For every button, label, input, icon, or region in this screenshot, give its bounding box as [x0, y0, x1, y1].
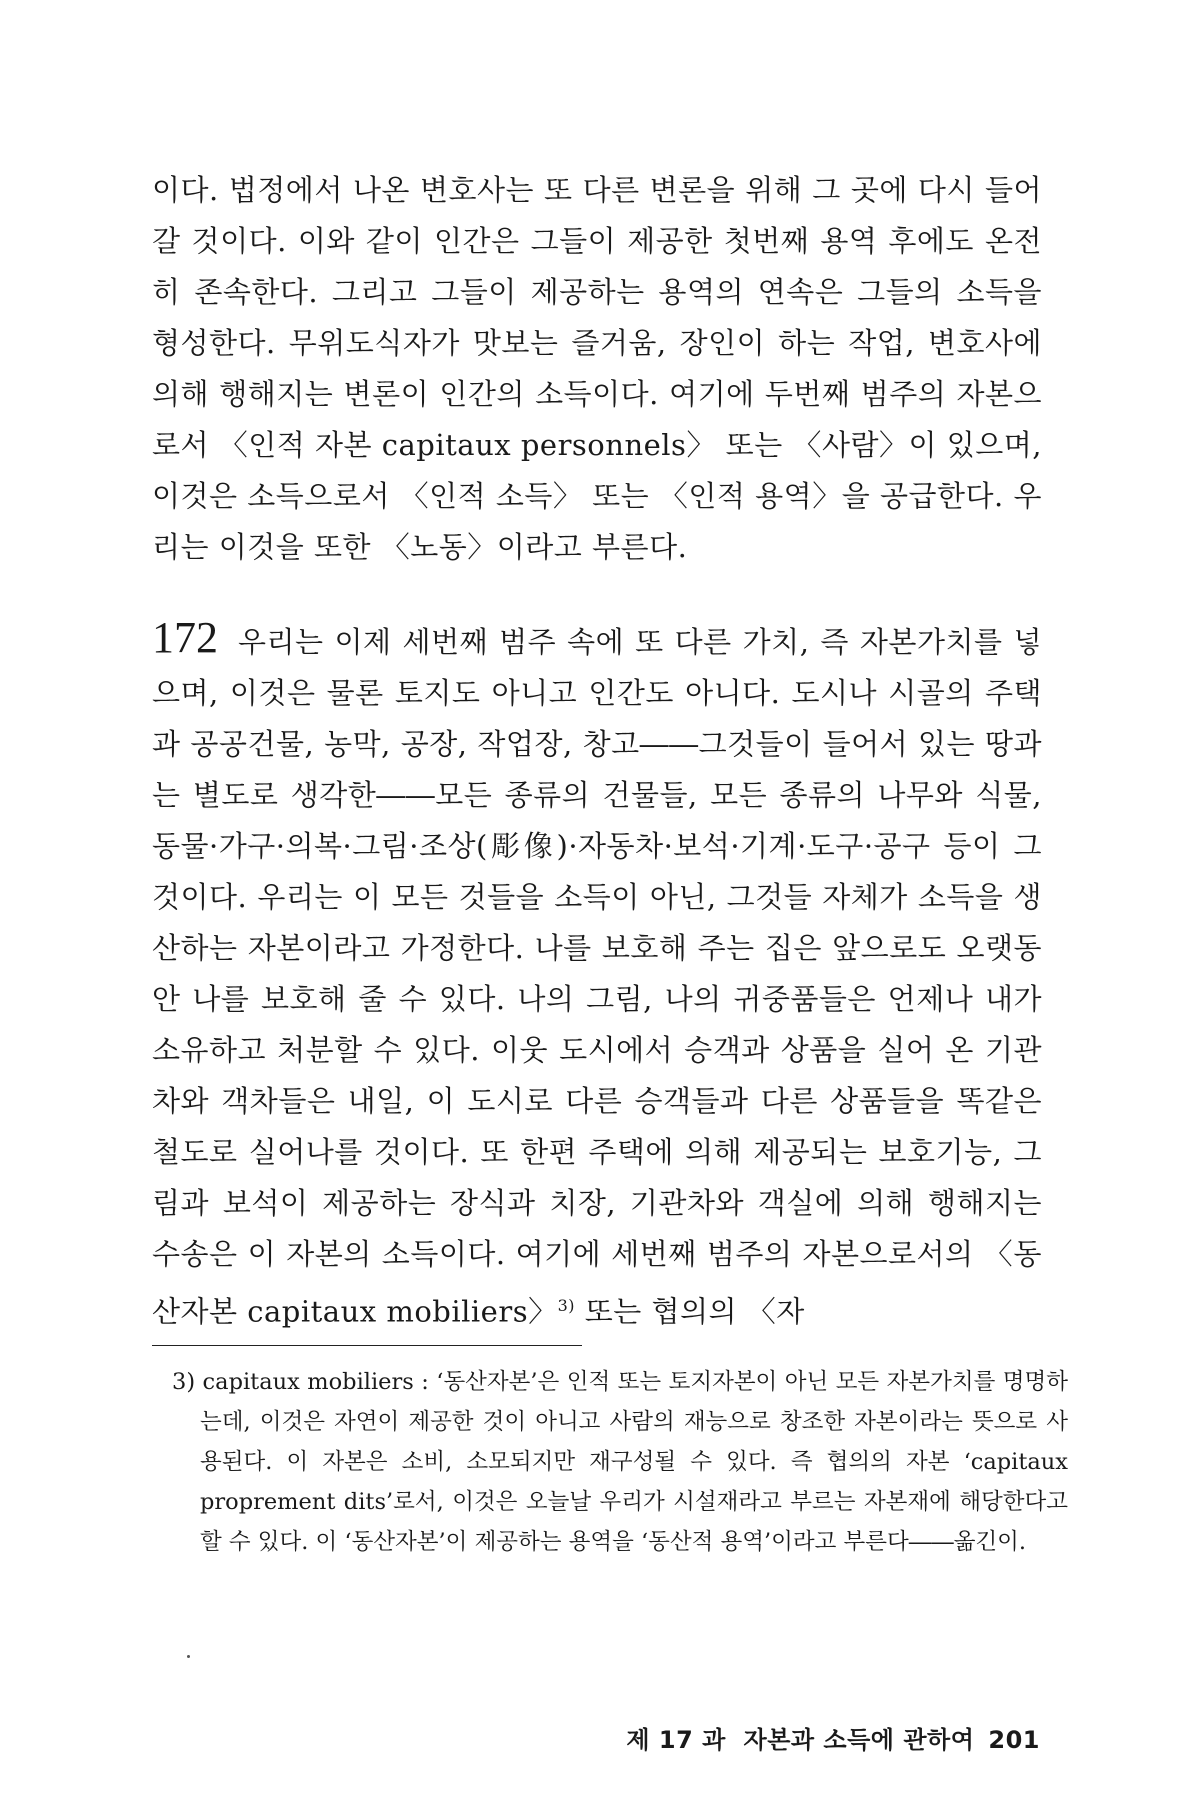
chapter-title: 제 17 과 자본과 소득에 관하여	[626, 1726, 975, 1754]
running-footer	[626, 1720, 1040, 1755]
body-paragraph-1	[152, 165, 1042, 573]
footnote-marker: 3)	[557, 1296, 576, 1315]
section-number: 172	[152, 613, 218, 662]
footnote-divider	[152, 1345, 582, 1346]
body-paragraph-2	[152, 612, 1042, 1338]
footnote: 3) capitaux mobiliers : ‘동산자본’은 인적 또는 토지자본이 아닌 모든 자본가치를 명명하는데, 이것은 자연이 제공한 것이 아니고 사람의 재능으로 창조한 자본이라는 뜻으로 사용된다. 이 자본은 소비, 소모되지만 재구성될 수 있다. 즉 협의의 자본 ‘capitaux proprement dits’로서, 이것은 오늘날 우리가 시설재라고 부르는 자본재에 해당한다고 할 수 있다. 이 ‘동산자본’이 제공하는 용역을 ‘동산적 용역’이라고 부른다――옮긴이.	[172, 1369, 1068, 1555]
section-paragraph	[152, 612, 1042, 1338]
print-speck	[187, 1655, 190, 1658]
paragraph-text-end: 또는 협의의 〈자	[575, 1294, 805, 1329]
paragraph-text: 이다. 법정에서 나온 변호사는 또 다른 변론을 위해 그 곳에 다시 들어갈 것이다. 이와 같이 인간은 그들이 제공한 첫번째 용역 후에도 온전히 존속한다. 그리고 그들이 제공하는 용역의 연속은 그들의 소득을 형성한다. 무위도식자가 맛보는 즐거움, 장인이 하는 작업, 변호사에 의해 행해지는 변론이 인간의 소득이다. 여기에 두번째 범주의 자본으로서 〈인적 자본 capitaux personnels〉 또는 〈사람〉이 있으며, 이것은 소득으로서 〈인적 소득〉 또는 〈인적 용역〉을 공급한다. 우리는 이것을 또한 〈노동〉이라고 부른다.	[152, 173, 1042, 564]
page-number: 201	[988, 1726, 1040, 1754]
paragraph-text: 우리는 이제 세번째 범주 속에 또 다른 가치, 즉 자본가치를 넣으며, 이것은 물론 토지도 아니고 인간도 아니다. 도시나 시골의 주택과 공공건물, 농막, 공장, 작업장, 창고――그것들이 들어서 있는 땅과는 별도로 생각한――모든 종류의 건물들, 모든 종류의 나무와 식물, 동물·가구·의복·그림·조상(彫像)·자동차·보석·기계·도구·공구 등이 그것이다. 우리는 이 모든 것들을 소득이 아닌, 그것들 자체가 소득을 생산하는 자본이라고 가정한다. 나를 보호해 주는 집은 앞으로도 오랫동안 나를 보호해 줄 수 있다. 나의 그림, 나의 귀중품들은 언제나 내가 소유하고 처분할 수 있다. 이웃 도시에서 승객과 상품을 실어 온 기관차와 객차들은 내일, 이 도시로 다른 승객들과 다른 상품들을 똑같은 철도로 실어나를 것이다. 또 한편 주택에 의해 제공되는 보호기능, 그림과 보석이 제공하는 장식과 치장, 기관차와 객실에 의해 행해지는 수송은 이 자본의 소득이다. 여기에 세번째 범주의 자본으로서의 〈동산자본 capitaux mobiliers〉	[152, 625, 1042, 1329]
